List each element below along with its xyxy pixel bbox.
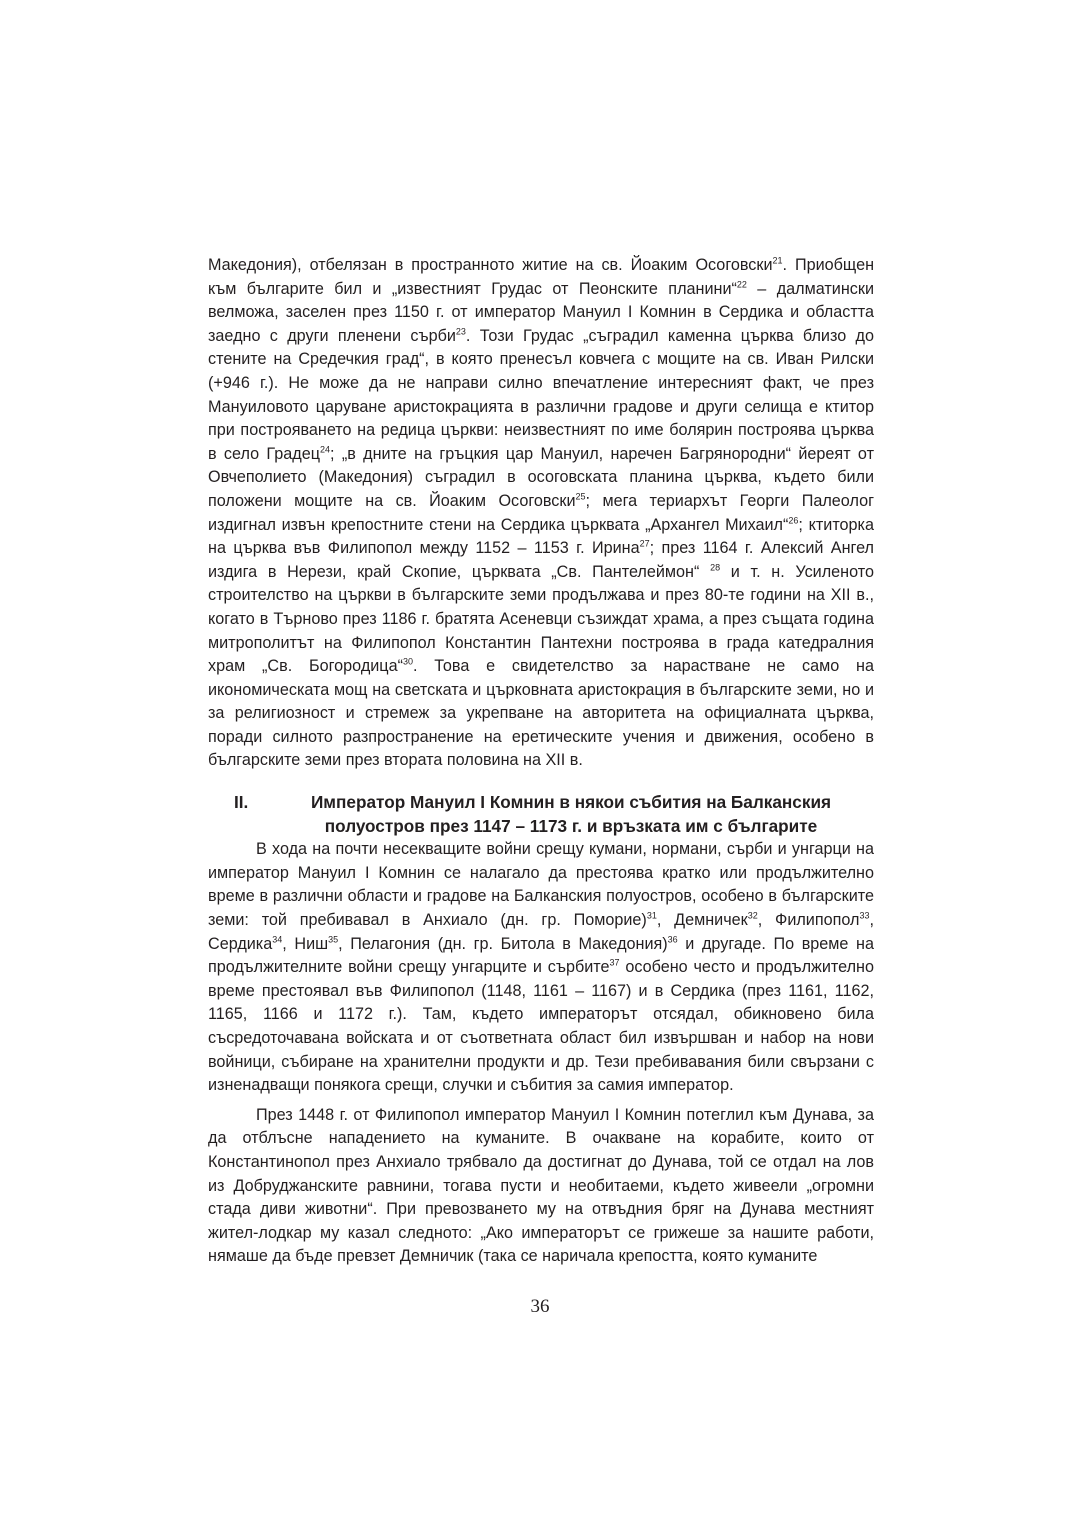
footnote-ref: 28 — [710, 562, 721, 573]
page-number: 36 — [530, 1296, 550, 1317]
footnote-ref: 24 — [320, 444, 331, 455]
text-run: , Демничек — [656, 911, 748, 930]
footnote-ref: 30 — [402, 656, 413, 667]
paragraph-3 — [208, 1104, 874, 1269]
text-run: . Приобщен към българите бил и „известният Грудас от Пеонските планини“ — [208, 256, 875, 298]
text-run: и т. н. Усиленото строителство на църкви в българските земи продължава и през 80-те години на XII в., когато в Търново през 1186 г. братята Асеневци съзиждат храма, а през същата година митрополитът на Филипопол Константин Пантехни построява в града катедралния храм „Св. Богородица“ — [208, 562, 874, 676]
text-run: През 1448 г. от Филипопол император Мануил I Комнин потеглил към Дунава, за да отблъсне нападението на куманите. В очакване на корабите, които от Константинопол през Анхиало трябвало да достигнат до Дунава, той се отдал на лов из Добруджанските равнини, тогава пусти и необитаеми, където живеели „огромни стада диви животни“. При превозването му на отвъдния бряг на Дунава местният жител-лодкар му казал следното: „Ако императорът се грижеше за нашите работи, нямаше да бъде превзет Демничик (така се наричала крепостта, която куманите — [208, 1105, 874, 1266]
footnote-ref: 33 — [859, 910, 870, 921]
text-run: , Филипопол — [757, 911, 860, 930]
section-title — [268, 791, 874, 838]
text-run: . Това е свидетелство за нарастване не само на икономическата мощ на светската и църковната аристокрация в българските земи, но и за религиозност и стремеж за укрепване на авторитета на официалната църква, поради силното разпространение на еретическите учения и движения, особено в българските земи през втората половина на XII в. — [208, 657, 874, 770]
footnote-ref: 34 — [272, 934, 283, 945]
section-heading — [208, 791, 874, 838]
text-run: ; мега териархът Георги Палеолог издигнал извън крепостните стени на Сердика църквата „Архангел Михаил“ — [208, 491, 874, 534]
section-number: II. — [234, 792, 249, 813]
paragraph-1 — [208, 254, 874, 773]
text-run: особено често и продължително време престоявал във Филипопол (1148, 1161 – 1167) и в Сердика (през 1161, 1162, 1165, 1166 и 1172 г.). Там, където императорът отсядал, обикновено била съсредоточавана войската и от съответната област бил извършван и набор на нови войници, събиране на хранителни продукти и др. Тези пребивавания били свързани с изненадващи понякога срещи, случки и събития за самия император. — [208, 958, 874, 1095]
footnote-ref: 26 — [788, 515, 799, 526]
text-run: , Сердика — [208, 911, 874, 953]
footnote-ref: 36 — [667, 934, 678, 945]
text-run: ; през 1164 г. Алексий Ангел издига в Нерези, край Скопие, църквата „Св. Пантелеймон“ — [208, 539, 874, 581]
body-text — [208, 254, 874, 1269]
text-run: , Пелагония (дн. гр. Битола в Македония) — [338, 934, 668, 953]
footnote-ref: 25 — [575, 491, 586, 502]
text-run: ; „в дните на гръцкия цар Мануил, наречен Багрянородни“ йереят от Овчеполието (Македония) съградил в осоговската планина църква, където били положени мощите на св. Йоаким Осоговски — [208, 444, 874, 510]
footnote-ref: 32 — [747, 910, 758, 921]
footnote-ref: 37 — [609, 957, 620, 968]
paragraph-2 — [208, 838, 874, 1098]
footnote-ref: 21 — [772, 255, 783, 266]
text-run: . Този Грудас „съградил каменна църква близо до стените на Средечкия град“, в която пренесъл ковчега с мощите на св. Иван Рилски (+946 г.). Не може да не направи силно впечатление интересният факт, че през Мануиловото царуване аристокрацията в различни градове и други селища е ктитор при построяването на редица църкви: неизвестният по име болярин построява църква в село Градец — [208, 326, 874, 463]
footnote-ref: 23 — [455, 326, 466, 337]
footnote-ref: 27 — [639, 538, 650, 549]
text-run: и другаде. По време на продължителните войни срещу унгарците и сърбите — [208, 934, 874, 977]
footnote-ref: 35 — [328, 934, 339, 945]
section-title-line-1: Император Мануил I Комнин в някои събития на Балканския — [310, 792, 832, 813]
footnote-ref: 22 — [736, 279, 747, 290]
text-run: Македония), отбелязан в пространното житие на св. Йоаким Осоговски — [208, 256, 773, 274]
section-title-line-2: полуостров през 1147 – 1173 г. и връзката им с българите — [324, 815, 818, 836]
text-run: – далматински велможа, заселен през 1150 г. от император Мануил I Комнин в Сердика и областта заедно с други пленени сърби — [208, 279, 875, 345]
text-run: ; ктиторка на църква във Филипопол между 1152 – 1153 г. Ирина — [208, 515, 874, 558]
text-run: , Ниш — [282, 934, 329, 953]
footnote-ref: 31 — [646, 910, 657, 921]
text-run: В хода на почти несекващите войни срещу кумани, нормани, сърби и унгарци на император Мануил I Комнин се налагало да престоява кратко или продължително време в различни области и градове на Балканския полуостров, особено в българските земи: той пребивавал в Анхиало (дн. гр. Поморие) — [208, 840, 874, 930]
